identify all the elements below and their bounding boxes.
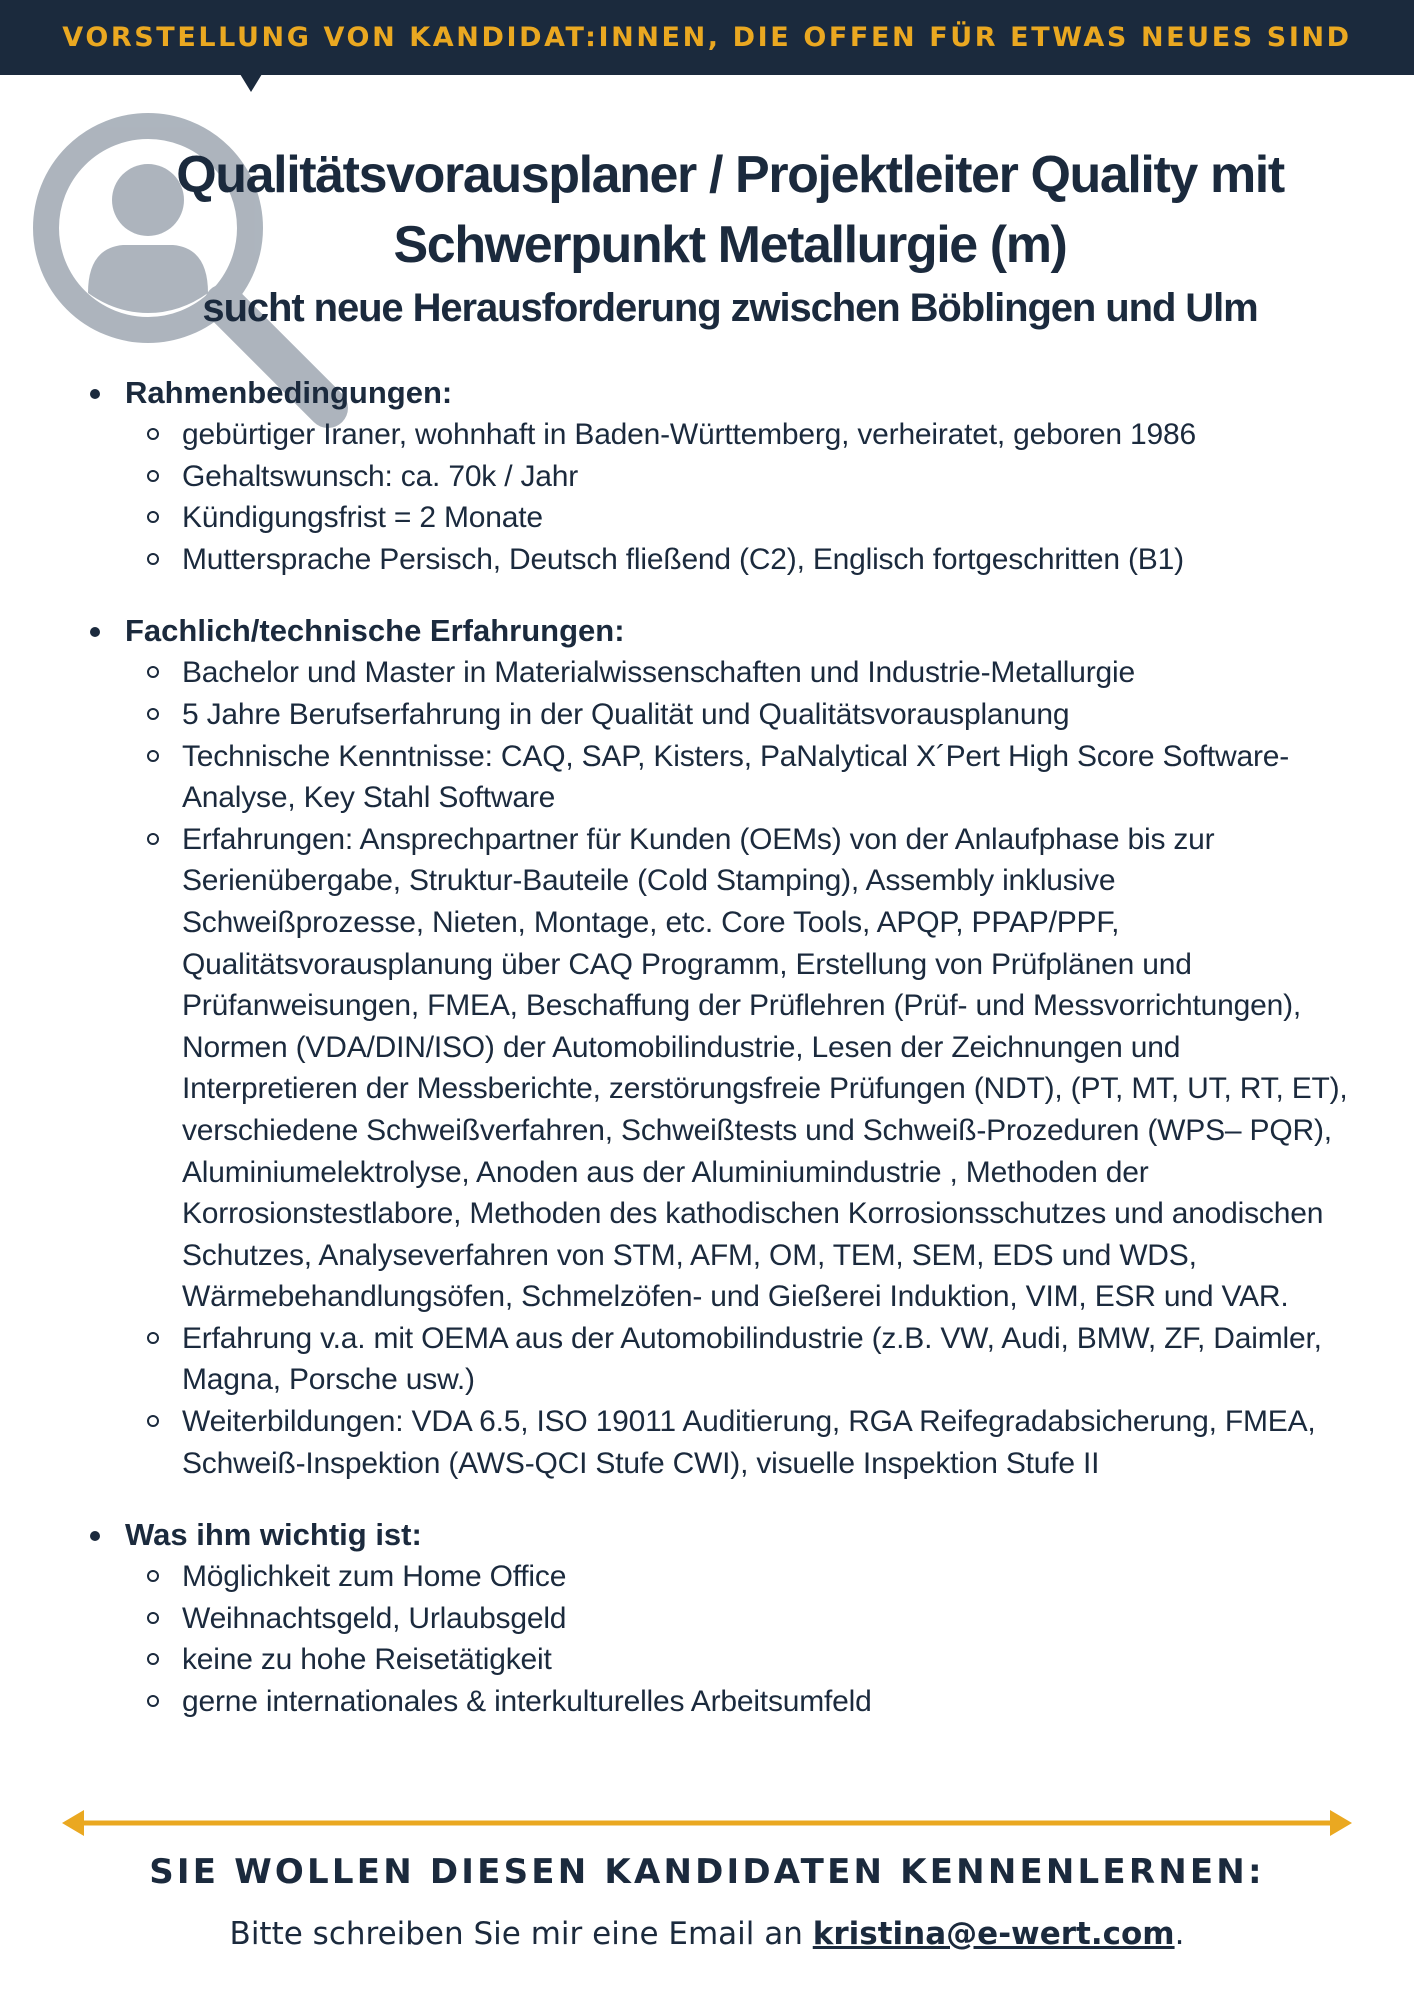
list-item: Gehaltswunsch: ca. 70k / Jahr [80,456,1360,498]
bullet-dot [90,389,100,399]
profile-content [80,372,1360,1753]
list-item: Erfahrungen: Ansprechpartner für Kunden (OEMs) von der Anlaufphase bis zur Serienübergabe, Struktur-Bauteile (Cold Stamping), Assembly inklusive Schweißprozesse, Nieten, Montage, etc. Core Tools, APQP, PPAP/PPF, Qualitätsvorausplanung über CAQ Programm, Erstellung von Prüfplänen und Prüfanweisungen, FMEA, Beschaffung der Prüflehren (Prüf- und Messvorrichtungen), Normen (VDA/DIN/ISO) der Automobilindustrie, Lesen der Zeichnungen und Interpretieren der Messberichte, zerstörungsfreie Prüfungen (NDT), (PT, MT, UT, RT, ET), verschiedene Schweißverfahren, Schweißtests und Schweiß-Prozeduren (WPS– PQR), Aluminiumelektrolyse, Anoden aus der Aluminiumindustrie , Methoden der Korrosionstestlabore, Methoden des kathodischen Korrosionsschutzes und anodischen Schutzes, Analyseverfahren von STM, AFM, OM, TEM, SEM, EDS und WDS, Wärmebehandlungsöfen, Schmelzöfen- und Gießerei Induktion, VIM, ESR und VAR. [80,819,1360,1318]
banner-text: VORSTELLUNG VON KANDIDAT:INNEN, DIE OFFEN FÜR ETWAS NEUES SIND [62,22,1352,53]
section-was-ihm-wichtig-ist [80,1514,1360,1722]
list-item: gebürtiger Iraner, wohnhaft in Baden-Württemberg, verheiratet, geboren 1986 [80,414,1360,456]
list-item: Möglichkeit zum Home Office [80,1556,1360,1598]
bullet-circle-icon [147,1695,159,1707]
list-item: keine zu hohe Reisetätigkeit [80,1639,1360,1681]
list-item: Kündigungsfrist = 2 Monate [80,497,1360,539]
list-item: Bachelor und Master in Materialwissenschaften und Industrie-Metallurgie [80,652,1360,694]
bullet-circle-icon [147,470,159,482]
job-title-line-2: Schwerpunkt Metallurgie (m) [393,216,1067,274]
bullet-circle-icon [147,1612,159,1624]
bullet-circle-icon [147,1653,159,1665]
job-subtitle: sucht neue Herausforderung zwischen Böblingen und Ulm [202,286,1258,330]
section-rahmenbedingungen [80,372,1360,580]
bullet-circle-icon [147,428,159,440]
banner-pointer [240,74,262,92]
bullet-circle-icon [147,511,159,523]
double-arrow-divider-icon [62,1808,1352,1838]
top-banner [0,0,1414,75]
section-list [80,414,1360,580]
section-list [80,652,1360,1484]
section-heading: Fachlich/technische Erfahrungen: [80,610,1360,652]
bullet-circle-icon [147,1332,159,1344]
section-fachlich [80,610,1360,1484]
bullet-circle-icon [147,708,159,720]
section-heading: Was ihm wichtig ist: [80,1514,1360,1556]
list-item: gerne internationales & interkulturelles Arbeitsumfeld [80,1681,1360,1723]
bullet-dot [90,627,100,637]
title-block [90,140,1370,336]
bullet-circle-icon [147,750,159,762]
bullet-circle-icon [147,666,159,678]
bullet-circle-icon [147,553,159,565]
list-item: Muttersprache Persisch, Deutsch fließend (C2), Englisch fortgeschritten (B1) [80,539,1360,581]
cta-text: Bitte schreiben Sie mir eine Email an [229,1916,813,1952]
section-list [80,1556,1360,1722]
bullet-circle-icon [147,833,159,845]
bullet-circle-icon [147,1570,159,1582]
bullet-dot [90,1531,100,1541]
cta-text-end: . [1174,1916,1185,1952]
list-item: 5 Jahre Berufserfahrung in der Qualität und Qualitätsvorausplanung [80,694,1360,736]
email-link[interactable]: kristina@e-wert.com [812,1916,1175,1952]
list-item: Weiterbildungen: VDA 6.5, ISO 19011 Auditierung, RGA Reifegradabsicherung, FMEA, Schweiß-Inspektion (AWS-QCI Stufe CWI), visuelle Inspektion Stufe II [80,1401,1360,1484]
list-item: Weihnachtsgeld, Urlaubsgeld [80,1598,1360,1640]
list-item: Technische Kenntnisse: CAQ, SAP, Kisters, PaNalytical X´Pert High Score Software-Analyse, Key Stahl Software [80,736,1360,819]
section-heading: Rahmenbedingungen: [80,372,1360,414]
job-title-line-1: Qualitätsvorausplaner / Projektleiter Quality mit [176,146,1284,204]
list-item: Erfahrung v.a. mit OEMA aus der Automobilindustrie (z.B. VW, Audi, BMW, ZF, Daimler, Magna, Porsche usw.) [80,1318,1360,1401]
cta-heading: SIE WOLLEN DIESEN KANDIDATEN KENNENLERNEN: [149,1852,1265,1892]
cta-contact-line [0,1916,1414,1952]
bullet-circle-icon [147,1415,159,1427]
